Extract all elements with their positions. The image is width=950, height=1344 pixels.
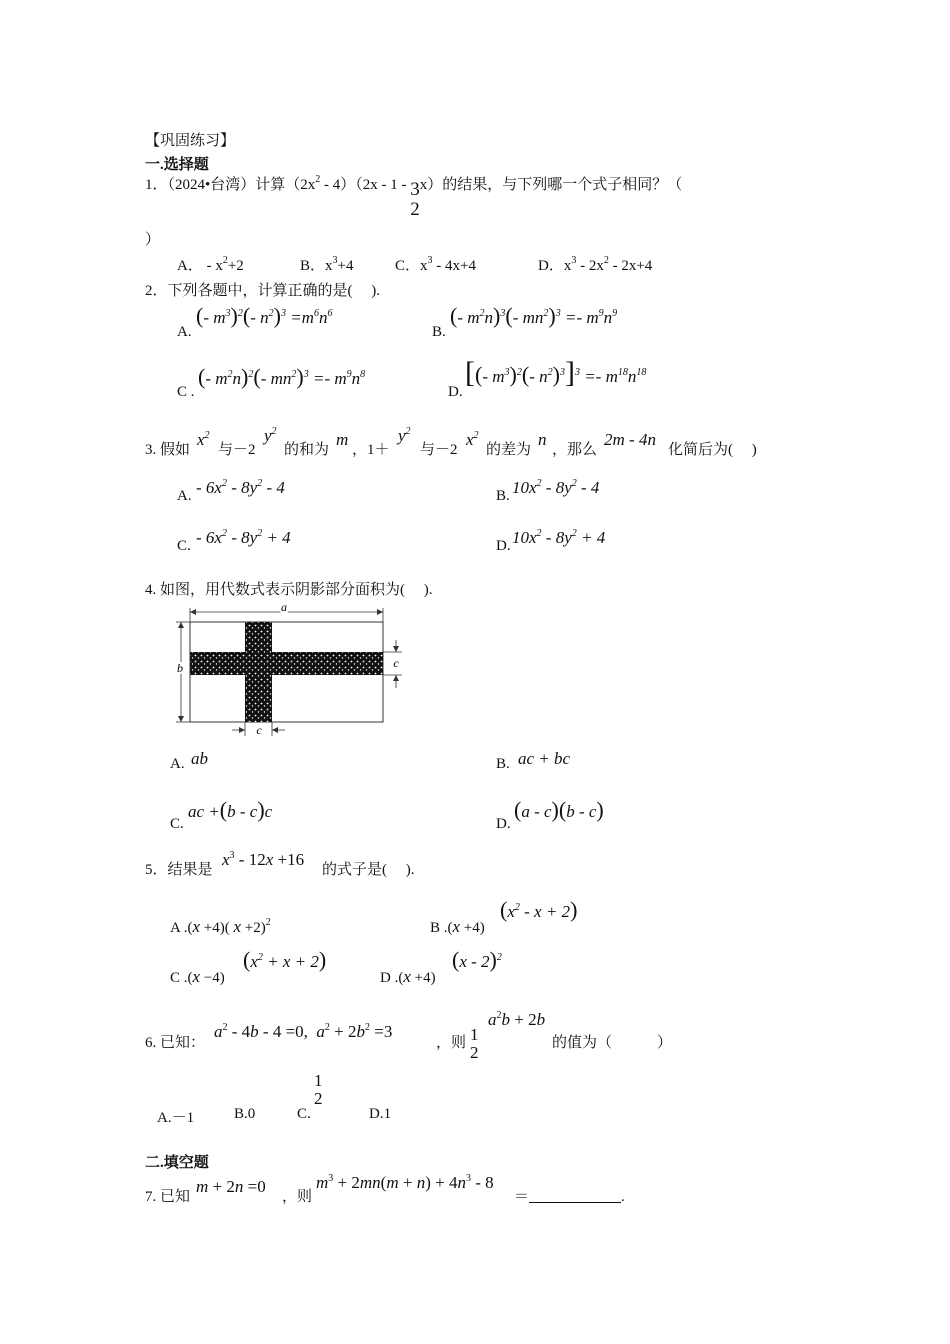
q6-text-3: 的值为（ ） (552, 1035, 673, 1051)
q2-label-c: C . (177, 384, 195, 400)
q3-label-c: C. (177, 538, 191, 554)
q5-option-c-expr: $(x^2 + x + 2)$ (243, 947, 327, 972)
q1-option-c: C．$x^3 - 4x+4$ (395, 255, 476, 274)
label-c-bottom: c (256, 723, 262, 737)
question-6: 6. 已知： (145, 1035, 206, 1051)
q6-option-d: D.1 (369, 1106, 392, 1122)
q6-text-2: ，则 (436, 1035, 467, 1051)
q3-text-4: ，1＋ (352, 442, 390, 458)
q6-given-expr: $a^2 - 4b - 4 =0$, $a^2 + 2b^2 =3$ (214, 1022, 393, 1041)
q1-option-d: D．$x^3 - 2x^2 - 2x+4$ (538, 255, 653, 274)
q5-result-expr: $x^3 - 12x +16$ (222, 850, 305, 869)
q3-label-b: B. (496, 488, 510, 504)
question-4: 4. 如图，用代数式表示阴影部分面积为( ). (145, 582, 433, 598)
q2-expr-b: (- $m^2n)^3(-$ $mn^2)^3 =- m^9n^9$ (450, 303, 618, 328)
q1-option-b: B．$x^3+4$ (300, 255, 354, 274)
q2-expr-c: (- $m^2n)^2(-$ $mn^2)^3 =- m^9n^8$ (198, 364, 366, 389)
q5-option-a: A .(x +4)( x +2)$^2$ (170, 917, 271, 936)
q4-label-c: C. (170, 816, 184, 832)
q3-expr-b: $10x^2 - 8y^2 - 4$ (512, 478, 600, 497)
question-1: 1．（2024•台湾）计算$(2x^2 - 4)(2x - 1$ - 3 2 x）的结果，与下列哪一个式子相同？（ (145, 174, 683, 220)
q3-text-5: 与－2 (420, 442, 458, 458)
q2-label-a: A. (177, 324, 192, 340)
q2-expr-d: [(- $m^3)^2(-$ $n^2)^3]^3 =- m^{18}n^{18}$ (465, 356, 647, 389)
q7-given-expr: m + 2n =0 (196, 1177, 266, 1196)
q3-text-6: 的差为 (486, 442, 532, 458)
q3-text-7: ，那么 (552, 442, 598, 458)
q3-expr: 2m - 4n (604, 430, 656, 449)
q3-m: m (336, 430, 349, 449)
cross-figure (170, 600, 410, 740)
q2-expr-a: (- $m^3)^2(-$ $n^2)^3 =m^6n^6$ (196, 303, 333, 328)
label-b: b (177, 661, 183, 675)
q6-c-den: 2 (314, 1088, 323, 1108)
q5-option-b: B .(x +4) (430, 917, 485, 936)
question-3: 3. 假如 (145, 442, 191, 458)
frac-den: 2 (410, 198, 420, 220)
q3-text-8: 化简后为( ) (668, 442, 757, 458)
q6-target-expr (470, 1026, 479, 1062)
frac-num: 3 (410, 179, 420, 200)
q6-option-c-frac (314, 1072, 323, 1108)
q4-expr-b: ac + bc (518, 749, 571, 768)
q4-label-b: B. (496, 756, 510, 772)
label-a: a (281, 600, 287, 614)
q5-option-b-expr: $(x^2 - x + 2)$ (500, 897, 578, 922)
q4-label-d: D. (496, 816, 511, 832)
q4-label-a: A. (170, 756, 185, 772)
heading: 【巩固练习】 (145, 133, 236, 149)
q5-option-c: C .(x −4) (170, 967, 225, 986)
answer-blank[interactable] (529, 1188, 621, 1203)
q5-text-2: 的式子是( ). (322, 862, 415, 878)
q3-x2b: $x^2$ (466, 430, 479, 449)
q4-expr-d: (a - c)(b - c) (514, 797, 604, 822)
q3-x2: $x^2$ (197, 430, 210, 449)
q2-label-d: D. (448, 384, 463, 400)
section-choice: 一.选择题 (145, 157, 209, 173)
vertical-bar (245, 622, 272, 722)
question-1-options: A． - $x^2+2$ (177, 255, 244, 274)
q3-y2: $y^2$ (264, 426, 277, 445)
q6-c-num: 1 (314, 1071, 323, 1090)
q3-label-d: D. (496, 538, 511, 554)
q6-target-tail: $a^2b + 2b$ (488, 1010, 546, 1029)
q2-label-b: B. (432, 324, 446, 340)
question-7: 7. 已知 (145, 1189, 191, 1205)
question-5: 5．结果是 (145, 862, 213, 878)
horizontal-bar (190, 652, 383, 675)
q6-half-den: 2 (470, 1042, 479, 1062)
q5-option-d: D .(x +4) (380, 967, 436, 986)
q3-expr-d: $10x^2 - 8y^2 + 4$ (512, 528, 606, 547)
q6-half-num: 1 (470, 1025, 479, 1044)
q4-expr-a: ab (191, 749, 208, 768)
section-fill: 二.填空题 (145, 1155, 209, 1171)
q7-text-2: ，则 (282, 1189, 313, 1205)
q4-expr-c: ac +(b - c)c (188, 797, 273, 822)
q3-y2b: $y^2$ (398, 426, 411, 445)
q6-option-c: C. (297, 1106, 311, 1122)
q7-answer: ＝ . (514, 1189, 625, 1205)
q6-option-a: A.－1 (157, 1110, 195, 1126)
q7-target-expr: $m^3 + 2mn(m + n) + 4n^3 - 8$ (316, 1173, 494, 1192)
question-2: 2．下列各题中，计算正确的是( ). (145, 283, 380, 299)
q5-option-d-expr: (x - 2)$^2$ (452, 947, 502, 972)
q6-option-b: B.0 (234, 1106, 256, 1122)
q3-text-2: 与－2 (218, 442, 256, 458)
q3-expr-a: - $6x^2 - 8y^2 - 4$ (196, 478, 285, 497)
label-c-right: c (393, 656, 399, 670)
q3-label-a: A. (177, 488, 192, 504)
q3-text-3: 的和为 (284, 442, 330, 458)
question-1-close: ） (145, 232, 161, 248)
q3-expr-c: - $6x^2 - 8y^2 + 4$ (196, 528, 291, 547)
q3-n: n (538, 430, 547, 449)
